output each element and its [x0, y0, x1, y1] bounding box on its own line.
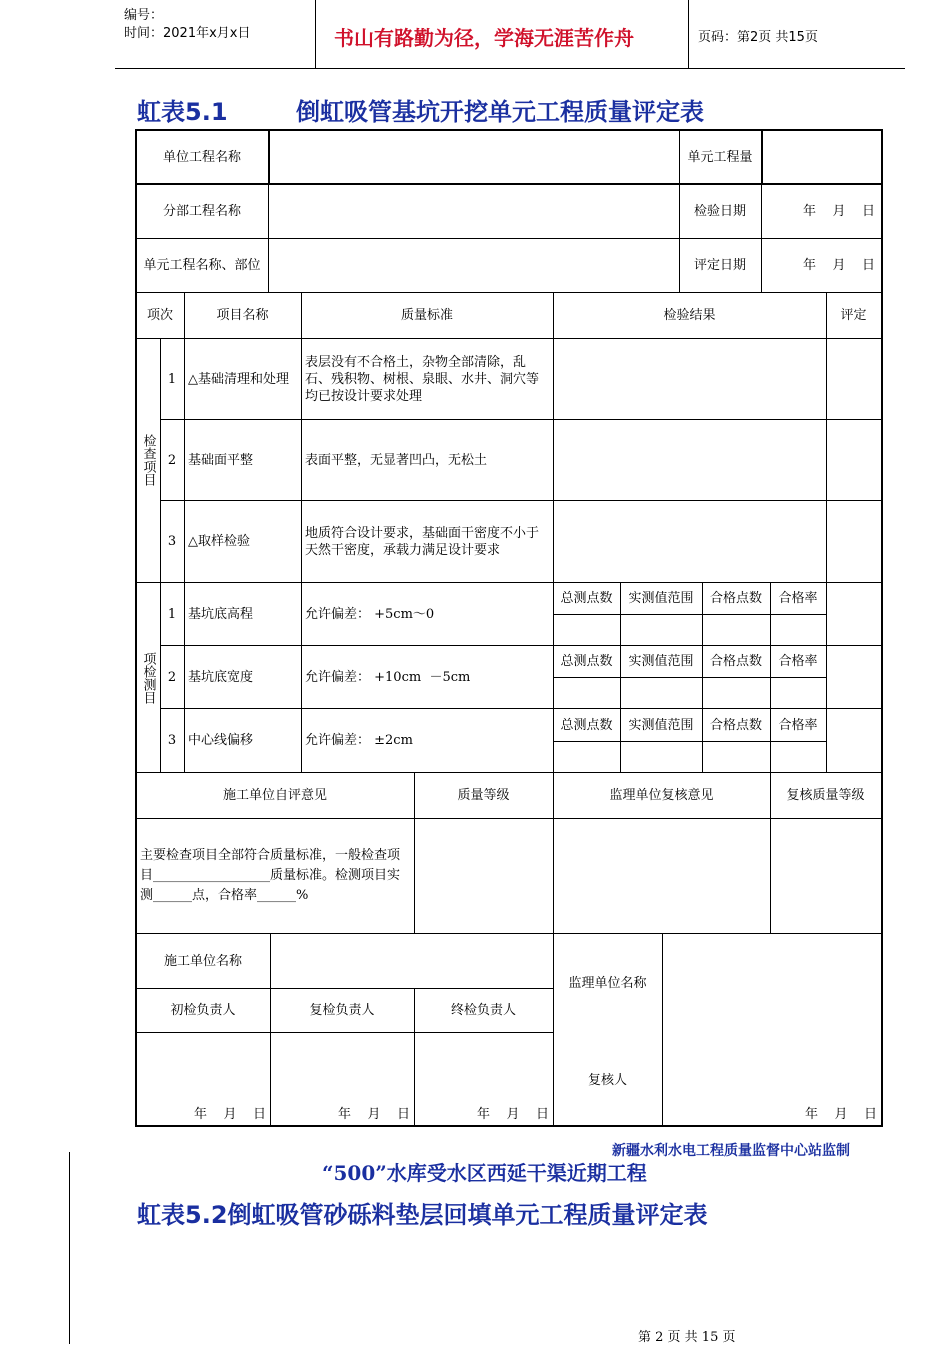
- evaluation-date-value: 年 月 日: [802, 257, 875, 273]
- unit-project-name-label: 单位工程名称: [162, 149, 241, 165]
- second-inspector-date: 年 月 日: [337, 1106, 410, 1122]
- time-label: 时间：2021年x月x日: [124, 26, 251, 41]
- inspection-date-value: 年 月 日: [802, 203, 875, 219]
- m1-total-points: 总测点数: [560, 591, 613, 606]
- first-inspector-label: 初检负责人: [170, 1003, 236, 1018]
- first-inspector-date: 年 月 日: [193, 1106, 266, 1122]
- self-eval-text: 主要检查项目全部符合质量标准，一般检查项目__________________质量标准。检测项目实测______点，合格率______%: [140, 848, 401, 903]
- table1-title: 倒虹吸管基坑开挖单元工程质量评定表: [296, 98, 704, 126]
- final-inspector-label: 终检负责人: [450, 1003, 516, 1018]
- evaluation-date-label: 评定日期: [693, 257, 746, 273]
- check-item-3-name: △取样检验: [188, 534, 250, 549]
- measure-item-2-standard: 允许偏差： +10cm －5cm: [305, 669, 471, 685]
- measure-item-2-no: 2: [167, 669, 177, 685]
- m3-pass-rate: 合格率: [778, 717, 818, 733]
- unit-name-part-label: 单元工程名称、部位: [143, 257, 261, 273]
- measure-item-3-no: 3: [167, 733, 177, 748]
- project-name: “500”水库受水区西延干渠近期工程: [322, 1161, 647, 1185]
- check-item-3-no: 3: [167, 534, 177, 549]
- check-item-2-standard: 表面平整，无显著凹凸，无松土: [305, 452, 488, 468]
- m1-range: 实测值范围: [628, 591, 694, 606]
- col-item-no: 项次: [146, 308, 173, 323]
- table1-code: 虹表5.1: [137, 98, 228, 126]
- m2-total-points: 总测点数: [560, 654, 613, 669]
- check-item-1-name: △基础清理和处理: [188, 371, 289, 387]
- m3-range: 实测值范围: [628, 717, 694, 733]
- check-item-3-standard: 地质符合设计要求，基础面干密度不小于天然干密度，承载力满足设计要求: [305, 525, 540, 558]
- table2-title: 虹表5.2倒虹吸管砂砾料垫层回填单元工程质量评定表: [137, 1201, 708, 1229]
- inspection-date-label: 检验日期: [693, 203, 746, 219]
- review-grade-label: 复核质量等级: [786, 788, 865, 803]
- number-label: 编号：: [124, 8, 164, 23]
- unit-project-qty-label: 单元工程量: [687, 149, 753, 165]
- check-item-1-standard: 表层没有不合格土，杂物全部清除，乱石、残积物、树根、泉眼、水井、洞穴等均已按设计要求处理: [305, 354, 540, 404]
- m3-total-points: 总测点数: [560, 717, 613, 733]
- supervision-footer: 新疆水利水电工程质量监督中心站监制: [612, 1143, 850, 1159]
- col-inspection-result: 检验结果: [663, 308, 716, 323]
- margin-line: [69, 1152, 70, 1344]
- page-label: 页码：第2页 共15页: [698, 30, 818, 45]
- reviewer-label: 复核人: [587, 1072, 627, 1088]
- m1-pass-rate: 合格率: [778, 591, 818, 606]
- measure-item-1-no: 1: [167, 606, 177, 622]
- second-inspector-label: 复检负责人: [309, 1003, 375, 1018]
- measure-item-1-standard: 允许偏差： +5cm～0: [305, 606, 435, 622]
- page-footer: 第 2 页 共 15 页: [638, 1330, 736, 1345]
- motto: 书山有路勤为径，学海无涯苦作舟: [334, 26, 634, 50]
- reviewer-date: 年 月 日: [804, 1106, 877, 1122]
- measure-item-3-name: 中心线偏移: [188, 733, 254, 748]
- constructor-name-label: 施工单位名称: [163, 953, 242, 969]
- m2-range: 实测值范围: [628, 654, 694, 669]
- check-item-2-no: 2: [167, 452, 177, 468]
- check-item-2-name: 基础面平整: [188, 452, 254, 468]
- header-divider-2: [688, 0, 689, 68]
- supervisor-name-label: 监理单位名称: [568, 975, 647, 991]
- quality-grade-label: 质量等级: [457, 788, 510, 803]
- final-inspector-date: 年 月 日: [476, 1106, 549, 1122]
- group-measure-items-label: 项检测目: [140, 651, 156, 704]
- supervisor-review-label: 监理单位复核意见: [609, 788, 714, 803]
- self-eval-label: 施工单位自评意见: [222, 788, 327, 803]
- m3-pass-points: 合格点数: [709, 717, 762, 733]
- col-quality-standard: 质量标准: [400, 308, 453, 323]
- col-evaluation: 评定: [840, 308, 867, 323]
- sub-project-name-label: 分部工程名称: [162, 203, 241, 219]
- check-item-1-no: 1: [167, 371, 177, 387]
- measure-item-2-name: 基坑底宽度: [188, 669, 254, 685]
- m1-pass-points: 合格点数: [709, 591, 762, 606]
- measure-item-3-standard: 允许偏差： ±2cm: [305, 733, 413, 748]
- group-check-items-label: 检查项目: [140, 434, 156, 486]
- m2-pass-points: 合格点数: [709, 654, 762, 669]
- measure-item-1-name: 基坑底高程: [188, 606, 254, 622]
- header-divider-1: [315, 0, 316, 68]
- col-item-name: 项目名称: [216, 308, 269, 323]
- m2-pass-rate: 合格率: [778, 654, 818, 669]
